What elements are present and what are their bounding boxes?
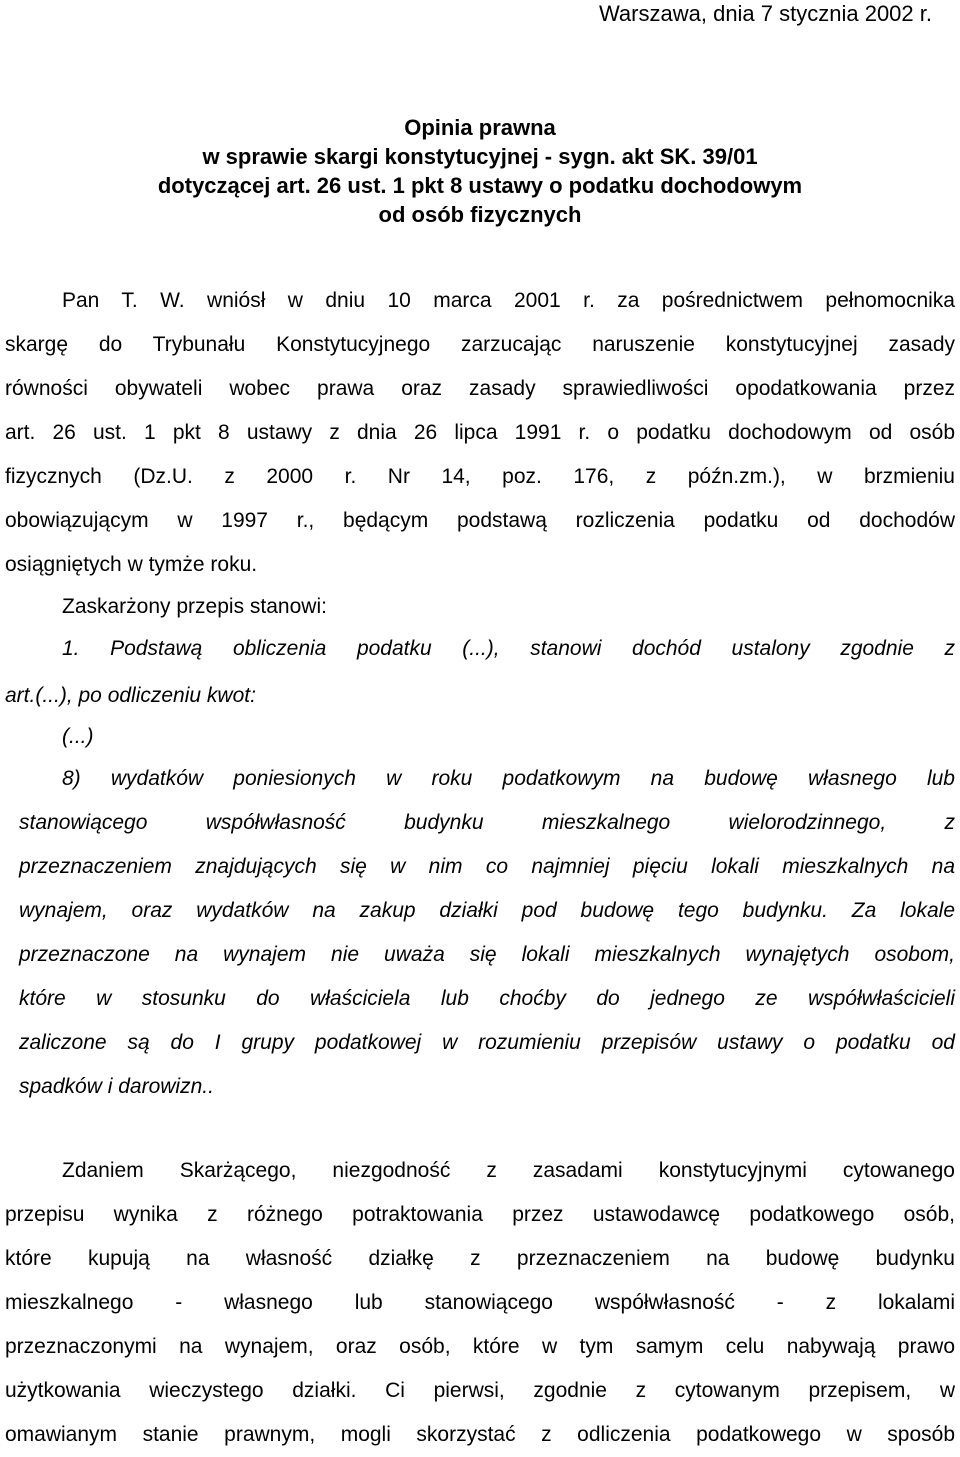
paragraph-line: skargę do Trybunału Konstytucyjnego zarzucając naruszenie konstytucyjnej zasady — [5, 333, 955, 356]
paragraph-line: omawianym stanie prawnym, mogli skorzystać z odliczenia podatkowego w sposób — [5, 1423, 955, 1446]
title-line-1: Opinia prawna — [404, 115, 556, 140]
paragraph-line: art. 26 ust. 1 pkt 8 ustawy z dnia 26 lipca 1991 r. o podatku dochodowym od osób — [5, 421, 955, 444]
paragraph-line: obowiązującym w 1997 r., będącym podstawą rozliczenia podatku od dochodów — [5, 509, 955, 532]
paragraph-line: Pan T. W. wniósł w dniu 10 marca 2001 r. za pośrednictwem pełnomocnika — [62, 289, 955, 312]
quote-line: 8) wydatków poniesionych w roku podatkowym na budowę własnego lub — [62, 767, 955, 790]
paragraph-line: mieszkalnego - własnego lub stanowiącego współwłasność - z lokalami — [5, 1291, 955, 1314]
quote-line: 1. Podstawą obliczenia podatku (...), stanowi dochód ustalony zgodnie z — [62, 637, 955, 660]
quoted-provision — [19, 757, 955, 1109]
paragraph-line: użytkowania wieczystego działki. Ci pierwsi, zgodnie z cytowanym przepisem, w — [5, 1379, 955, 1402]
paragraph-complaint — [5, 279, 955, 587]
quote-line: spadków i darowizn.. — [19, 1075, 214, 1098]
title-line-3: dotyczącej art. 26 ust. 1 pkt 8 ustawy o podatku dochodowym — [157, 173, 803, 198]
quote-line: zaliczone są do I grupy podatkowej w rozumieniu przepisów ustawy o podatku od — [19, 1031, 955, 1054]
quote-header — [5, 627, 955, 671]
title-line-2: w sprawie skargi konstytucyjnej - sygn. akt SK. 39/01 — [202, 144, 758, 169]
paragraph-line: fizycznych (Dz.U. z 2000 r. Nr 14, poz. 176, z późn.zm.), w brzmieniu — [5, 465, 955, 488]
quote-line: art.(...), po odliczeniu kwot: — [5, 684, 256, 707]
quote-ellipsis: (...) — [62, 725, 94, 748]
quote-line: przeznaczone na wynajem nie uważa się lokali mieszkalnych wynajętych osobom, — [19, 943, 955, 966]
date-line: Warszawa, dnia 7 stycznia 2002 r. — [598, 1, 932, 26]
paragraph-line: przepisu wynika z różnego potraktowania przez ustawodawcę podatkowego osób, — [5, 1203, 955, 1226]
paragraph-line: osiągniętych w tymże roku. — [5, 553, 258, 576]
paragraph-line: równości obywateli wobec prawa oraz zasady sprawiedliwości opodatkowania przez — [5, 377, 955, 400]
paragraph-argument — [5, 1149, 955, 1457]
quote-line: przeznaczeniem znajdujących się w nim co najmniej pięciu lokali mieszkalnych na — [19, 855, 955, 878]
paragraph-line: Zdaniem Skarżącego, niezgodność z zasadami konstytucyjnymi cytowanego — [62, 1159, 955, 1182]
quote-line: stanowiącego współwłasność budynku mieszkalnego wielorodzinnego, z — [19, 811, 955, 834]
quote-line: które w stosunku do właściciela lub choćby do jednego ze współwłaścicieli — [19, 987, 955, 1010]
title-line-4: od osób fizycznych — [378, 202, 582, 227]
quote-line: wynajem, oraz wydatków na zakup działki pod budowę tego budynku. Za lokale — [19, 899, 955, 922]
paragraph-line: które kupują na własność działkę z przeznaczeniem na budowę budynku — [5, 1247, 955, 1270]
quote-intro: Zaskarżony przepis stanowi: — [62, 595, 327, 618]
paragraph-line: przeznaczonymi na wynajem, oraz osób, które w tym samym celu nabywają prawo — [5, 1335, 955, 1358]
document-title — [0, 113, 960, 229]
